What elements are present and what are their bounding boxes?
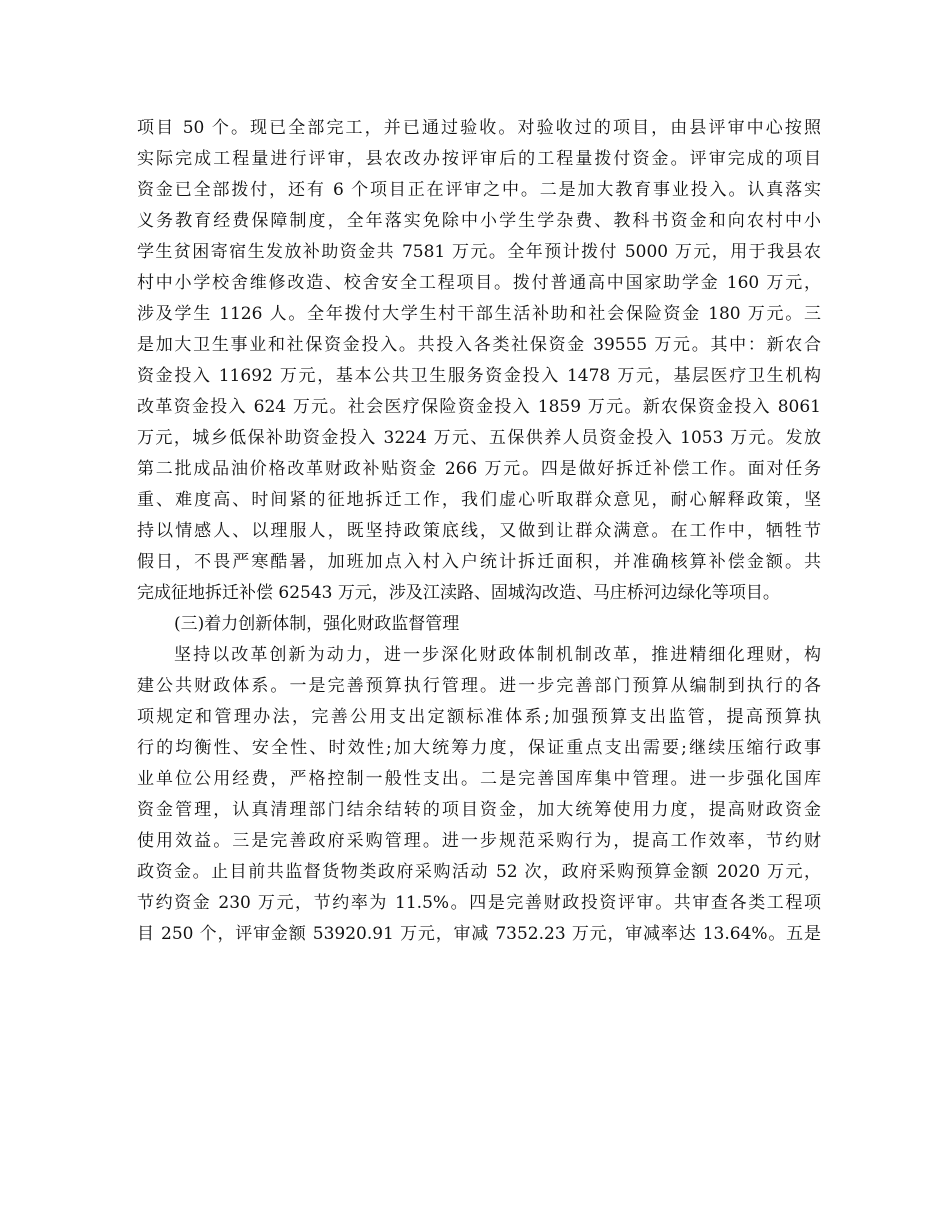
text-line: 资金管理，认真清理部门结余结转的项目资金，加大统筹使用力度，提高财政资金 [137, 800, 821, 820]
text-line: 坚持以改革创新为动力，进一步深化财政体制机制改革，推进精细化理财，构 [174, 645, 821, 665]
section-heading: (三)着力创新体制，强化财政监督管理 [174, 614, 460, 634]
text-line: 改革资金投入 624 万元。社会医疗保险资金投入 1859 万元。新农保资金投入 8061 [137, 397, 821, 417]
text-line: 是加大卫生事业和社保资金投入。共投入各类社保资金 39555 万元。其中：新农合 [137, 335, 821, 355]
text-line: 第二批成品油价格改革财政补贴资金 266 万元。四是做好拆迁补偿工作。面对任务 [137, 459, 821, 479]
paragraph-1 [137, 113, 821, 609]
document-page [137, 113, 821, 950]
text-line: 村中小学校舍维修改造、校舍安全工程项目。拨付普通高中国家助学金 160 万元， [137, 273, 821, 293]
text-line: 目 250 个，评审金额 53920.91 万元，审减 7352.23 万元，审减率达 13.64%。五是 [137, 924, 821, 944]
text-line: 持以情感人、以理服人，既坚持政策底线，又做到让群众满意。在工作中，牺牲节 [137, 521, 821, 541]
text-line: 万元，城乡低保补助资金投入 3224 万元、五保供养人员资金投入 1053 万元。发放 [137, 428, 821, 448]
text-line: 义务教育经费保障制度，全年落实免除中小学生学杂费、教科书资金和向农村中小 [137, 211, 821, 231]
text-line: 资金投入 11692 万元，基本公共卫生服务资金投入 1478 万元，基层医疗卫生机构 [137, 366, 821, 386]
text-line: 项目 50 个。现已全部完工，并已通过验收。对验收过的项目，由县评审中心按照 [137, 118, 821, 138]
text-line: 业单位公用经费，严格控制一般性支出。二是完善国库集中管理。进一步强化国库 [137, 769, 821, 789]
text-line: 行的均衡性、安全性、时效性;加大统筹力度，保证重点支出需要;继续压缩行政事 [137, 738, 821, 758]
text-line: 学生贫困寄宿生发放补助资金共 7581 万元。全年预计拨付 5000 万元，用于我县农 [137, 242, 821, 262]
text-line: 假日，不畏严寒酷暑，加班加点入村入户统计拆迁面积，并准确核算补偿金额。共 [137, 552, 821, 572]
text-line: 节约资金 230 万元，节约率为 11.5%。四是完善财政投资评审。共审查各类工程项 [137, 893, 821, 913]
text-line: 实际完成工程量进行评审，县农改办按评审后的工程量拨付资金。评审完成的项目 [137, 149, 821, 169]
text-line: 项规定和管理办法，完善公用支出定额标准体系;加强预算支出监管，提高预算执 [137, 707, 821, 727]
text-line: 政资金。止目前共监督货物类政府采购活动 52 次，政府采购预算金额 2020 万元， [137, 862, 821, 882]
text-line: 重、难度高、时间紧的征地拆迁工作，我们虚心听取群众意见，耐心解释政策，坚 [137, 490, 821, 510]
text-line: 完成征地拆迁补偿 62543 万元，涉及江渎路、固城沟改造、马庄桥河边绿化等项目。 [137, 583, 780, 603]
text-line: 建公共财政体系。一是完善预算执行管理。进一步完善部门预算从编制到执行的各 [137, 676, 821, 696]
text-line: 涉及学生 1126 人。全年拨付大学生村干部生活补助和社会保险资金 180 万元。三 [137, 304, 821, 324]
text-line: 使用效益。三是完善政府采购管理。进一步规范采购行为，提高工作效率，节约财 [137, 831, 821, 851]
text-line: 资金已全部拨付，还有 6 个项目正在评审之中。二是加大教育事业投入。认真落实 [137, 180, 821, 200]
paragraph-2 [137, 640, 821, 950]
